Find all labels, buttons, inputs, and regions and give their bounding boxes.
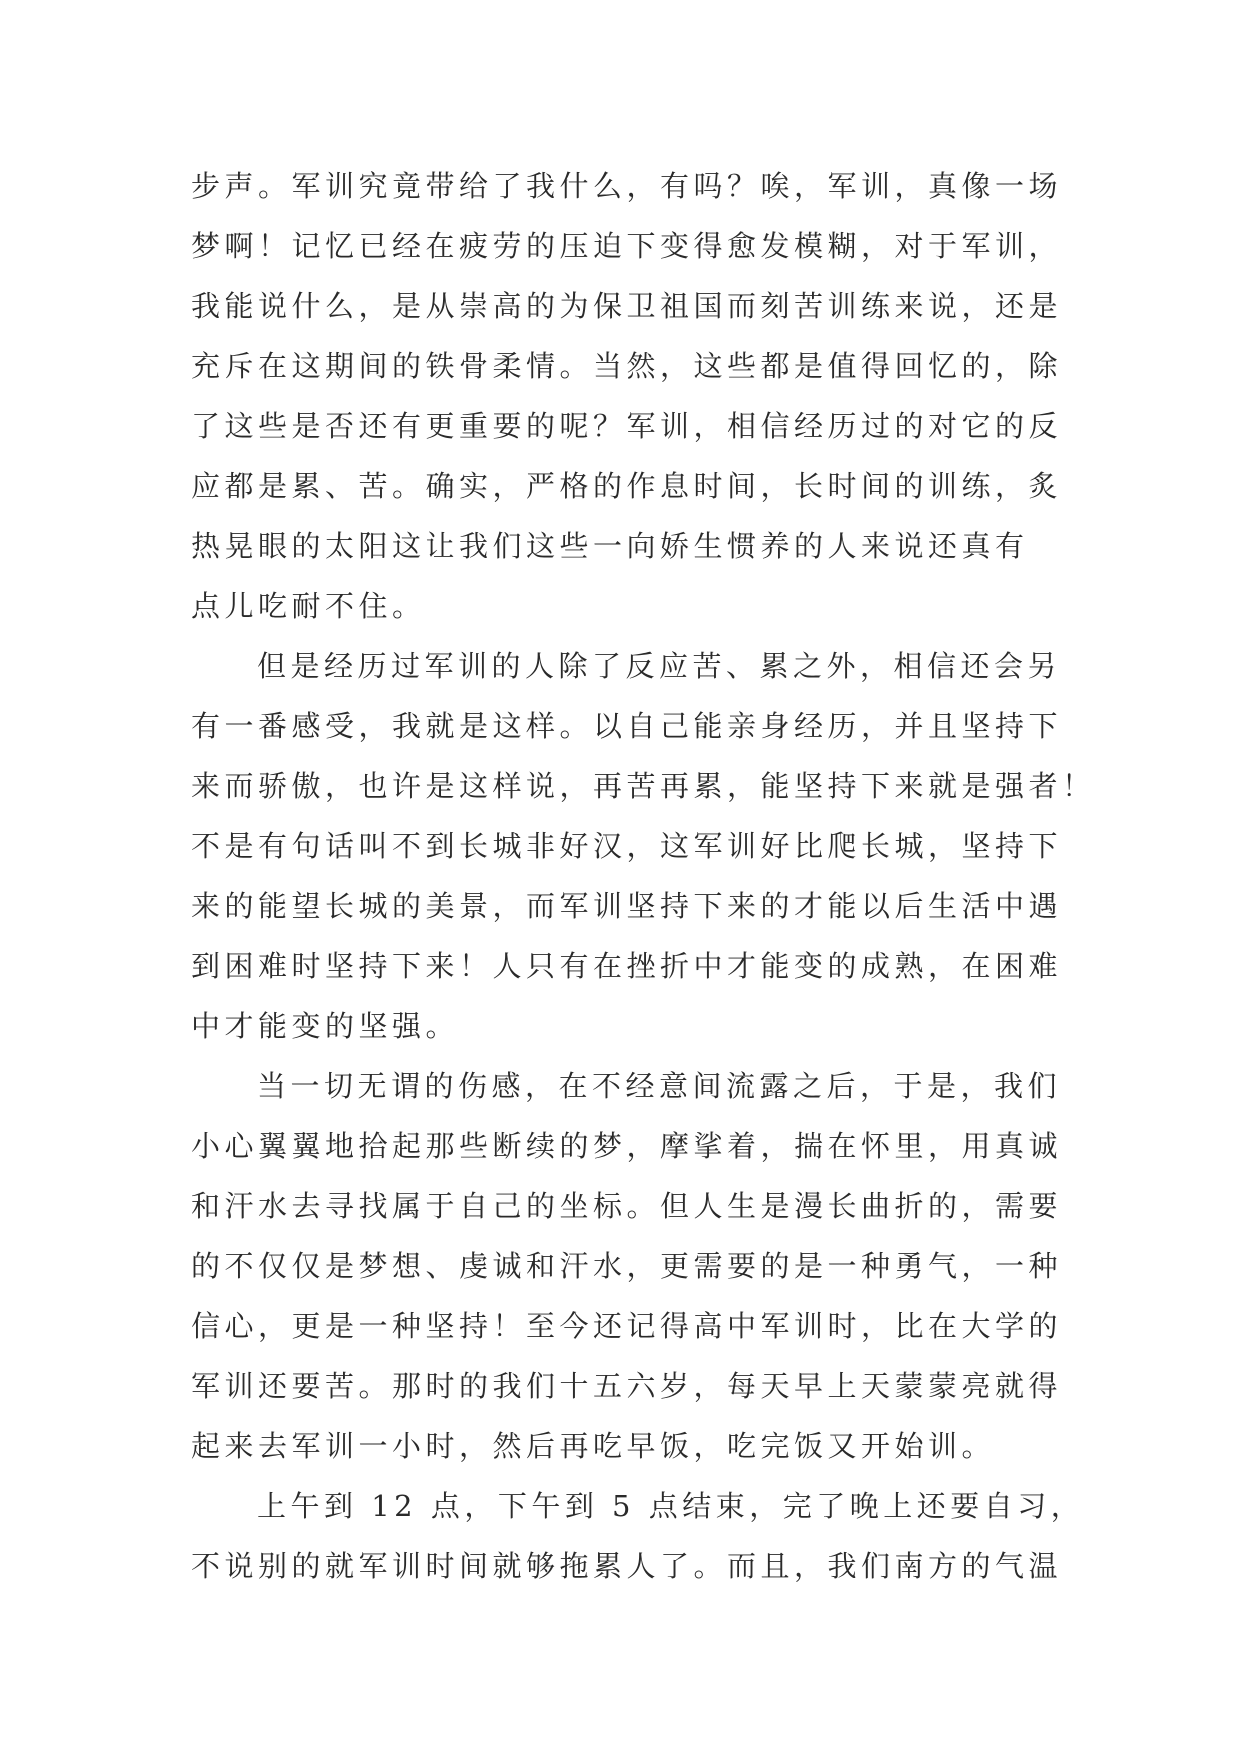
text-line: 不是有句话叫不到长城非好汉，这军训好比爬长城，坚持下 xyxy=(191,829,1063,863)
text-line: 不说别的就军训时间就够拖累人了。而且，我们南方的气温 xyxy=(191,1549,1063,1583)
paragraph xyxy=(191,156,1061,636)
text-line: 了这些是否还有更重要的呢？军训，相信经历过的对它的反 xyxy=(191,409,1063,443)
text-line: 有一番感受，我就是这样。以自己能亲身经历，并且坚持下 xyxy=(191,709,1063,743)
text-line: 梦啊！记忆已经在疲劳的压迫下变得愈发模糊，对于军训， xyxy=(191,229,1063,263)
text-line: 充斥在这期间的铁骨柔情。当然，这些都是值得回忆的，除 xyxy=(191,349,1063,383)
text-line: 和汗水去寻找属于自己的坐标。但人生是漫长曲折的，需要 xyxy=(191,1189,1063,1223)
text-line: 军训还要苦。那时的我们十五六岁，每天早上天蒙蒙亮就得 xyxy=(191,1369,1063,1403)
body-text xyxy=(191,156,1096,1596)
text-line: 热晃眼的太阳这让我们这些一向娇生惯养的人来说还真有 xyxy=(191,529,1029,563)
text-line: 应都是累、苦。确实，严格的作息时间，长时间的训练，炙 xyxy=(191,469,1063,503)
paragraph xyxy=(191,1476,1085,1596)
text-line: 点儿吃耐不住。 xyxy=(191,589,426,623)
text-line: 来而骄傲，也许是这样说，再苦再累，能坚持下来就是强者！ xyxy=(191,769,1096,803)
text-line: 中才能变的坚强。 xyxy=(191,1009,460,1043)
text-line: 来的能望长城的美景，而军训坚持下来的才能以后生活中遇 xyxy=(191,889,1063,923)
paragraph xyxy=(191,636,1096,1056)
text-line: 但是经历过军训的人除了反应苦、累之外，相信还会另 xyxy=(257,649,1062,683)
text-line: 当一切无谓的伤感，在不经意间流露之后，于是，我们 xyxy=(257,1069,1062,1103)
text-line: 小心翼翼地拾起那些断续的梦，摩挲着，揣在怀里，用真诚 xyxy=(191,1129,1063,1163)
text-line: 的不仅仅是梦想、虔诚和汗水，更需要的是一种勇气，一种 xyxy=(191,1249,1063,1283)
text-line: 步声。军训究竟带给了我什么，有吗？唉，军训，真像一场 xyxy=(191,169,1063,203)
text-line: 信心，更是一种坚持！至今还记得高中军训时，比在大学的 xyxy=(191,1309,1063,1343)
text-line: 上午到 12 点，下午到 5 点结束，完了晚上还要自习， xyxy=(257,1489,1085,1523)
paragraph xyxy=(191,1056,1061,1476)
text-line: 我能说什么，是从崇高的为保卫祖国而刻苦训练来说，还是 xyxy=(191,289,1063,323)
text-line: 起来去军训一小时，然后再吃早饭，吃完饭又开始训。 xyxy=(191,1429,996,1463)
text-line: 到困难时坚持下来！人只有在挫折中才能变的成熟，在困难 xyxy=(191,949,1063,983)
